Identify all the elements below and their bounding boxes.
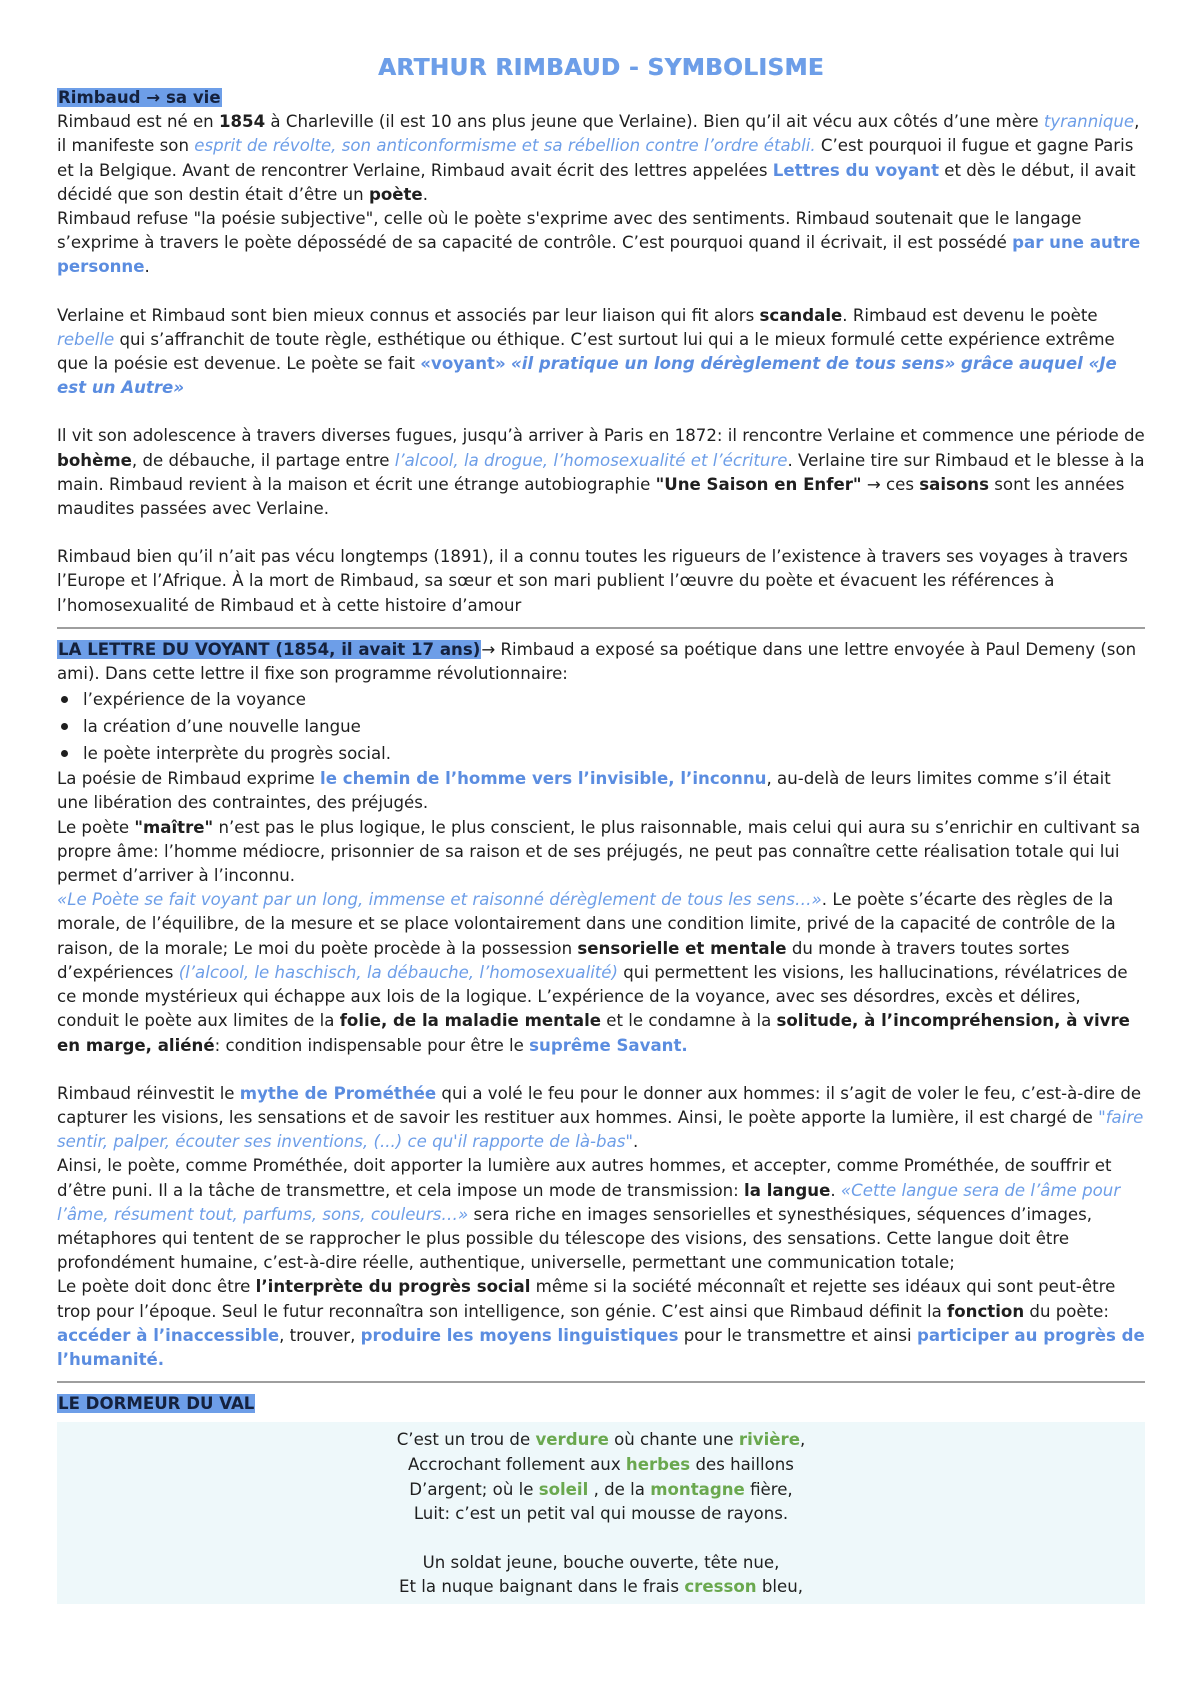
bullet-icon — [61, 723, 68, 730]
section-vie — [57, 86, 1145, 110]
paragraph-maitre: Le poète "maître" n’est pas le plus logique, le plus conscient, le plus raisonnable, mais celui qui aura su s’enrichir en cultivant sa propre âme: l’homme médiocre, prisonnier de sa raison et de ses préjugés, ne peut pas connaître cette réalisation totale qui lui permet d’arriver à l’inconnu. — [57, 817, 1141, 886]
poem-line: C’est un trou de verdure où chante une rivière, — [396, 1430, 806, 1450]
section-heading-dormeur: LE DORMEUR DU VAL — [58, 1394, 255, 1414]
paragraph-poesie-subjective: Rimbaud refuse "la poésie subjective", celle où le poète s'exprime avec des sentiments. Rimbaud soutenait que le langage s’exprime à travers le poète dépossédé de sa capacité de contrôle. C’est pourquoi quand il écrivait, il est possédé par une autre personne. — [57, 209, 1141, 277]
paragraph-chemin: La poésie de Rimbaud exprime le chemin de l’homme vers l’invisible, l’inconnu, au-delà de leurs limites comme s’il était une libération des contraintes, des préjugés. — [57, 769, 1111, 813]
bullet-icon — [61, 750, 68, 757]
paragraph-promethee: Rimbaud réinvestit le mythe de Prométhée qui a volé le feu pour le donner aux hommes: il s’agit de voler le feu, c’est-à-dire de capturer les visions, les sensations et de savoir les restituer aux hommes. Ainsi, le poète apporte la lumière, il est chargé de "faire sentir, palper, écouter ses inventions, (...) ce qu'il rapporte de là-bas". — [57, 1083, 1144, 1152]
list-item: l’expérience de la voyance — [57, 686, 1145, 713]
poem-line: Et la nuque baignant dans le frais cresson bleu, — [399, 1577, 803, 1597]
paragraph-voyance: «Le Poète se fait voyant par un long, immense et raisonné dérèglement de tous les sens…». Le poète s’écarte des règles de la morale, de l’équilibre, de la mesure et se place volontairement dans une condition limite, privé de la capacité de contrôle de la raison, de la morale; Le moi du poète procède à la possession sensorielle et mentale du monde à travers toutes sortes d’expériences (l’alcool, le haschisch, la débauche, l’homosexualité) qui permettent les visions, les hallucinations, révélatrices de ce monde mystérieux qui échappe aux lois de la logique. L’expérience de la voyance, avec ses désordres, excès et délires, conduit le poète aux limites de la folie, de la maladie mentale et le condamne à la solitude, à l’incompréhension, à vivre en marge, aliéné: condition indispensable pour être le suprême Savant. — [57, 890, 1130, 1055]
bullet-icon — [61, 696, 68, 703]
section-divider — [57, 1381, 1145, 1383]
section-dormeur — [57, 1392, 1145, 1416]
poem-box — [57, 1422, 1145, 1604]
paragraph-verlaine: Verlaine et Rimbaud sont bien mieux connus et associés par leur liaison qui fit alors scandale. Rimbaud est devenu le poète rebelle qui s’affranchit de toute règle, esthétique ou éthique. C’est surtout lui qui a le mieux formulé cette expérience extrême que la poésie est devenue. Le poète se fait «voyant» «il pratique un long dérèglement de tous sens» grâce auquel «Je est un Autre» — [57, 305, 1117, 398]
paragraph-adolescence: Il vit son adolescence à travers diverses fugues, jusqu’à arriver à Paris en 1872: il rencontre Verlaine et commence une période de bohème, de débauche, il partage entre l’alcool, la drogue, l’homosexualité et l’écriture. Verlaine tire sur Rimbaud et le blesse à la main. Rimbaud revient à la maison et écrit une étrange autobiographie "Une Saison en Enfer" → ces saisons sont les années maudites passées avec Verlaine. — [57, 426, 1145, 519]
document-page — [57, 54, 1145, 1604]
document-title: ARTHUR RIMBAUD - SYMBOLISME — [378, 55, 824, 81]
poem-line: Un soldat jeune, bouche ouverte, tête nue, — [422, 1552, 780, 1572]
paragraph-mort: Rimbaud bien qu’il n’ait pas vécu longtemps (1891), il a connu toutes les rigueurs de l’existence à travers ses voyages à travers l’Europe et l’Afrique. À la mort de Rimbaud, sa sœur et son mari publient l’œuvre du poète et évacuent les références à l’homosexualité de Rimbaud et à cette histoire d’amour — [57, 547, 1128, 615]
section-lettre-voyant: LA LETTRE DU VOYANT (1854, il avait 17 ans)→ Rimbaud a exposé sa poétique dans une lettre envoyée à Paul Demeny (son ami). Dans cette lettre il fixe son programme révolutionnaire: — [57, 639, 1137, 684]
paragraph-progres: Le poète doit donc être l’interprète du progrès social même si la société méconnaît et rejette ses idéaux qui sont peut-être trop pour l’époque. Seul le futur reconnaîtra son intelligence, son génie. C’est ainsi que Rimbaud définit la fonction du poète: accéder à l’inaccessible, trouver, produire les moyens linguistiques pour le transmettre et ainsi participer au progrès de l’humanité. — [57, 1277, 1145, 1369]
list-item: le poète interprète du progrès social. — [57, 740, 1145, 767]
section-heading-vie: Rimbaud → sa vie — [58, 88, 221, 107]
paragraph-langue: Ainsi, le poète, comme Prométhée, doit apporter la lumière aux autres hommes, et accepter, comme Prométhée, de souffrir et d’être puni. Il a la tâche de transmettre, et cela impose un mode de transmission: la langue. «Cette langue sera de l’âme pour l’âme, résument tout, parfums, sons, couleurs…» sera riche en images sensorielles et synesthésiques, séquences d’images, métaphores qui tentent de se rapprocher le plus possible du télescope des visions, des sensations. Cette langue doit être profondément humaine, c’est-à-dire réelle, authentique, universelle, permettant une communication totale; — [57, 1156, 1121, 1273]
poem-line: Luit: c’est un petit val qui mousse de rayons. — [413, 1504, 789, 1524]
section-divider — [57, 627, 1145, 629]
program-list — [57, 686, 1145, 767]
poem-line: Accrochant follement aux herbes des haillons — [408, 1454, 794, 1474]
list-item: la création d’une nouvelle langue — [57, 713, 1145, 740]
poem-line: D’argent; où le soleil , de la montagne fière, — [409, 1479, 793, 1499]
section-heading-lettre: LA LETTRE DU VOYANT (1854, il avait 17 ans) — [58, 639, 481, 659]
paragraph-naissance: Rimbaud est né en 1854 à Charleville (il est 10 ans plus jeune que Verlaine). Bien qu’il ait vécu aux côtés d’une mère tyrannique, il manifeste son esprit de révolte, son anticonformisme et sa rébellion contre l’ordre établi. C’est pourquoi il fugue et gagne Paris et la Belgique. Avant de rencontrer Verlaine, Rimbaud avait écrit des lettres appelées Lettres du voyant et dès le début, il avait décidé que son destin était d’être un poète. — [57, 112, 1140, 204]
